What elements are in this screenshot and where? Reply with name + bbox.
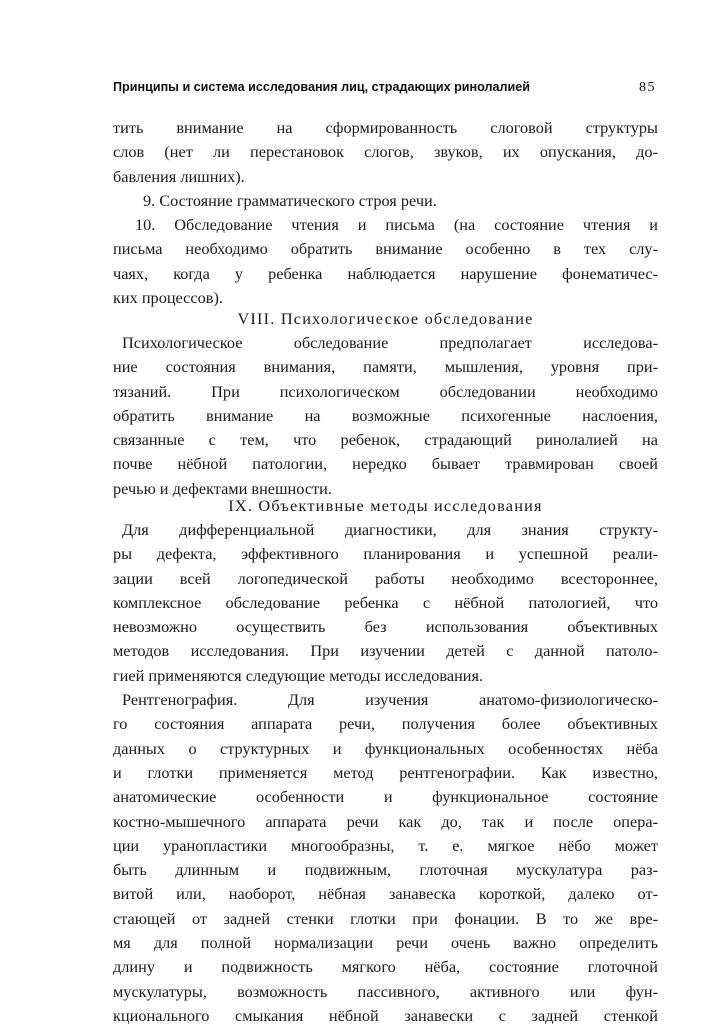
text-line: костно-мышечного аппарата речи как до, так и после опера-	[113, 811, 658, 831]
text-line: длину и подвижность мягкого нёба, состояние глоточной	[113, 957, 658, 977]
text-line: Рентгенография. Для изучения анатомо-физиологическо-	[122, 690, 658, 710]
text-line: анатомические особенности и функциональное состояние	[113, 787, 658, 807]
section-heading-ix: IX. Объективные методы исследования	[228, 496, 543, 515]
text-line: мя для полной нормализации речи очень важно определить	[113, 933, 658, 953]
text-line: Для дифференциальной диагностики, для знания структу-	[122, 520, 658, 539]
text-line: тязаний. При психологическом обследовании необходимо	[113, 381, 658, 401]
text-line: почве нёбной патологии, нередко бывает травмирован своей	[113, 454, 658, 474]
paragraph-section-viii	[113, 331, 658, 501]
text-line: невозможно осуществить без использования объективных	[113, 617, 658, 637]
text-line: комплексное обследование ребенка с нёбной патологией, что	[113, 592, 658, 612]
text-line: ры дефекта, эффективного планирования и успешной реали-	[113, 544, 658, 564]
paragraph-block-1	[113, 116, 658, 310]
text-line: бавления лишних).	[113, 166, 245, 186]
text-line: мускулатуры, возможность пассивного, активного или фун-	[113, 981, 658, 1001]
text-line: Психологическое обследование предполагает исследова-	[122, 333, 658, 352]
text-line: гией применяются следующие методы исследования.	[113, 665, 484, 685]
text-line: ких процессов).	[113, 288, 223, 308]
running-head	[113, 80, 658, 100]
paragraph-section-ix	[113, 518, 658, 1028]
text-line: чаях, когда у ребенка наблюдается нарушение фонематичес-	[113, 263, 658, 283]
running-head-title: Принципы и система исследования лиц, страдающих ринолалией	[113, 80, 531, 94]
text-line: данных о структурных и функциональных особенностях нёба	[113, 738, 658, 758]
text-line: ние состояния внимания, памяти, мышления, уровня при-	[113, 357, 658, 377]
text-line: ции уранопластики многообразны, т. е. мягкое нёбо может	[113, 835, 658, 855]
text-line: стающей от задней стенки глотки при фонации. В то же вре-	[113, 908, 658, 928]
list-item-9: 9. Состояние грамматического строя речи.	[143, 190, 437, 210]
text-line: письма необходимо обратить внимание особенно в тех слу-	[113, 239, 658, 259]
text-line: быть длинным и подвижным, глоточная мускулатура раз-	[113, 860, 658, 880]
text-line: связанные с тем, что ребенок, страдающий ринолалией на	[113, 430, 658, 450]
text-line: витой или, наоборот, нёбная занавеска короткой, далеко от-	[113, 884, 658, 904]
text-line: зации всей логопедической работы необходимо всестороннее,	[113, 568, 658, 588]
text-line: кционального смыкания нёбной занавески с задней стенкой	[113, 1005, 658, 1025]
text-line: слов (нет ли перестановок слогов, звуков, их опускания, до-	[113, 142, 658, 162]
text-line: речью и дефектами внешности.	[113, 478, 332, 498]
text-line: методов исследования. При изучении детей с данной патоло-	[113, 641, 658, 661]
text-line: и глотки применяется метод рентгенографии. Как известно,	[113, 762, 658, 782]
list-item-10: 10. Обследование чтения и письма (на состояние чтения и	[135, 215, 658, 235]
text-line: тить внимание на сформированность слоговой структуры	[113, 118, 658, 137]
text-line: го состояния аппарата речи, получения более объективных	[113, 714, 658, 734]
page-number: 85	[639, 80, 656, 95]
section-heading-viii: VIII. Психологическое обследование	[237, 309, 534, 328]
text-line: обратить внимание на возможные психогенные наслоения,	[113, 405, 658, 425]
